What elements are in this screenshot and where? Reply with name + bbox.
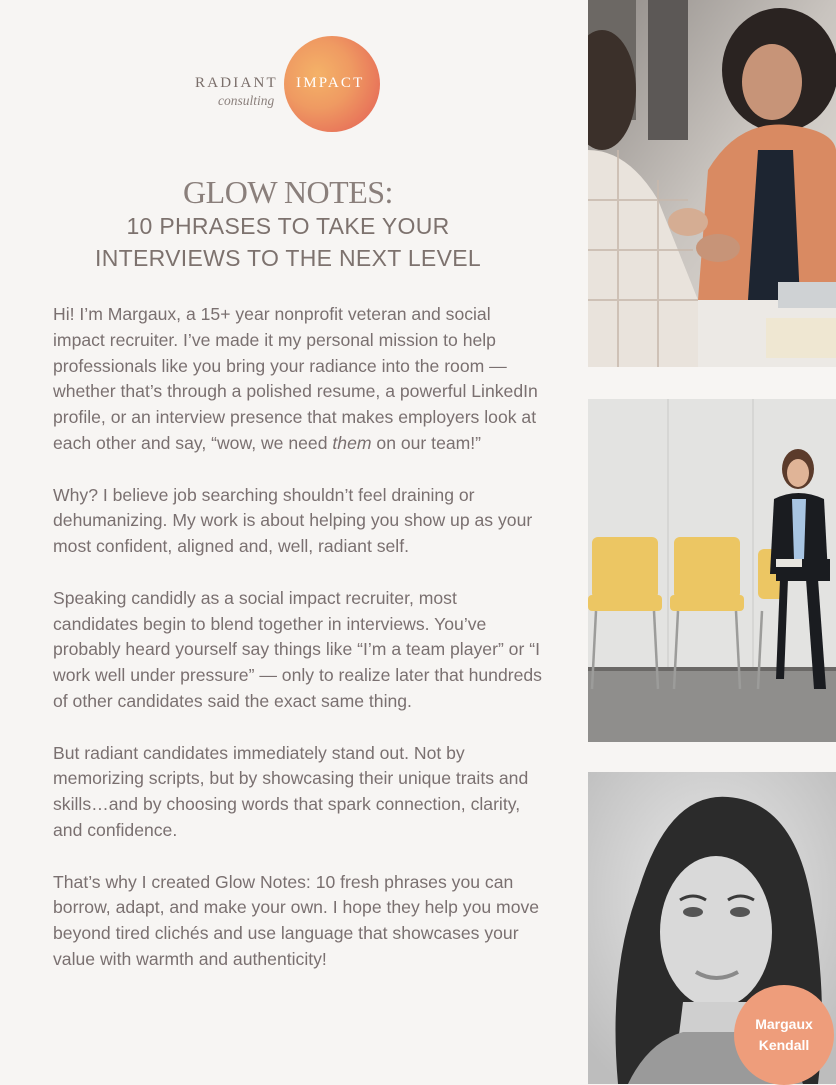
paragraph-why: Why? I believe job searching shouldn’t feel draining or dehumanizing. My work is about helping you show up as your most confident, aligned and, well, radiant self. <box>53 484 533 557</box>
waiting-room-photo <box>588 399 836 742</box>
emphasis-them: them <box>332 432 372 453</box>
badge-last-name: Kendall <box>758 1037 810 1053</box>
photo-column <box>588 0 836 1084</box>
subtitle-line-1: 10 PHRASES TO TAKE YOUR <box>126 213 450 239</box>
name-badge <box>734 985 834 1085</box>
page-title: GLOW NOTES: <box>183 174 393 210</box>
paragraph-candidly: Speaking candidly as a social impact recruiter, most candidates begin to blend together in interviews. You’ve probably heard yourself say things like “I’m a team player” or “I work well under pressure” — only to realize later that hundreds of other candidates said the exact same thing. <box>53 587 542 711</box>
logo-word-consulting: consulting <box>218 93 275 108</box>
paragraph-intro-text: Hi! I’m Margaux, a 15+ year nonprofit veteran and social impact recruiter. I’ve made it my personal mission to help professionals like you bring your radiance into the room — whether that’s through a polished resume, a powerful LinkedIn profile, or an interview presence that makes employers look at each other and say, “wow, we need <box>53 304 538 453</box>
subtitle-line-2: INTERVIEWS TO THE NEXT LEVEL <box>95 245 481 271</box>
logo-word-impact: IMPACT <box>296 75 365 91</box>
badge-first-name: Margaux <box>755 1016 813 1032</box>
paragraph-intro <box>53 302 543 457</box>
interview-photo <box>588 0 836 367</box>
intro-body <box>53 302 543 999</box>
radiant-impact-logo <box>190 34 390 134</box>
logo-word-radiant: RADIANT <box>195 75 278 91</box>
paragraph-glow-notes: That’s why I created Glow Notes: 10 fresh phrases you can borrow, adapt, and make your own. I hope they help you move beyond tired clichés and use language that showcases your value with warmth and authenticity! <box>53 871 540 969</box>
paragraph-intro-end: on our team!” <box>371 432 482 453</box>
paragraph-radiant-candidates: But radiant candidates immediately stand out. Not by memorizing scripts, but by showcasing their unique traits and skills…and by choosing words that spark connection, clarity, and confidence. <box>53 742 529 840</box>
